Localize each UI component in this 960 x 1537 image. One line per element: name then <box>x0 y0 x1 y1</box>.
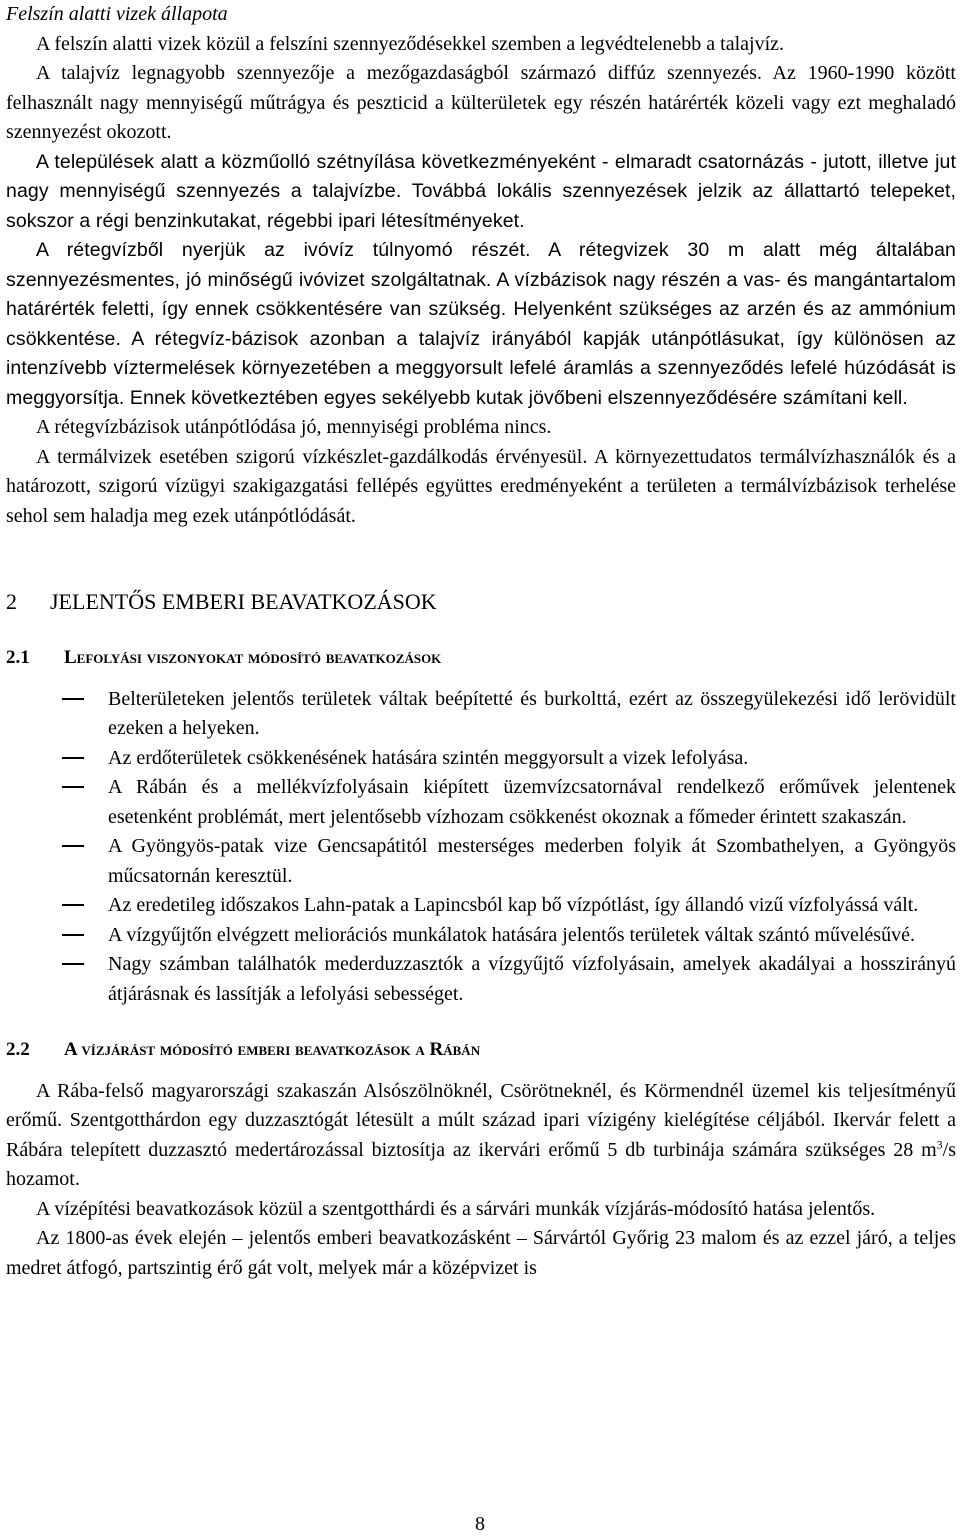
heading-2-2 <box>6 1035 956 1065</box>
paragraph-raba-malmok: Az 1800-as évek elején – jelentős emberi beavatkozásként – Sárvártól Győrig 23 malom és az ezzel járó, a teljes medret átfogó, partszintig érő gát volt, melyek már a középvizet is <box>6 1227 956 1279</box>
heading-2-1-number: 2.1 <box>6 647 30 668</box>
paragraph-raba-vizepites: A vízépítési beavatkozások közül a szentgotthárdi és a sárvári munkák vízjárás-módosító hatása jelentős. <box>36 1197 876 1220</box>
page-number: 8 <box>475 1513 485 1535</box>
paragraph-raba-eromuvek: A Rába-felső magyarországi szakaszán Alsószölnöknél, Csörötneknél, és Körmendnél üzemel kis teljesítményű erőmű. Szentgotthárdon egy duzzasztógát létesült a múlt század ipari vízigény kielégítése céljából. Ikervár felett a Rábára telepített duzzasztó medertározással biztosítja az ikervári erőmű 5 db turbinája számára szükséges 28 $m^3/s$ hozamot. <box>6 1079 956 1190</box>
dash-bullet-icon <box>62 963 84 965</box>
heading-2-1 <box>6 643 956 673</box>
paragraph-diffuz-szennyezes: A talajvíz legnagyobb szennyezője a mezőgazdaságból származó diffúz szennyezés. Az 1960-1990 között felhasznált nagy mennyiségű műtrágya és peszticid a külterületek egy részén határérték közeli vagy ezt meghaladó szennyezést okozott. <box>6 62 956 143</box>
paragraph-utanpotlodas: A rétegvízbázisok utánpótlódása jó, mennyiségi probléma nincs. <box>36 416 552 438</box>
heading-2-1-title: Lefolyási viszonyokat módosító beavatkozások <box>64 647 442 668</box>
dash-bullet-icon <box>62 845 84 847</box>
dash-bullet-icon <box>62 698 84 700</box>
heading-2-number: 2 <box>6 589 17 614</box>
paragraph-retegviz: A rétegvízből nyerjük az ivóvíz túlnyomó részét. A rétegvizek 30 m alatt még általában szennyezésmentes, jó minőségű ivóvizet szolgáltatnak. A vízbázisok nagy részén a vas- és mangántartalom határérték feletti, így ennek csökkentésére van szükség. Helyenként szükséges az arzén és az ammónium csökkentése. A rétegvíz-bázisok azonban a talajvíz irányából kapják utánpótlásukat, így különösen az intenzívebb víztermelések környezetében a meggyorsult lefelé áramlás a szennyeződés lefelé húzódását is meggyorsítja. Ennek következtében egyes sekélyebb kutak jövőbeni elszennyeződésére számítani kell. <box>6 239 956 409</box>
heading-2-2-title: A vízjárást módosító emberi beavatkozások a Rábán <box>64 1039 481 1060</box>
heading-2-title: JELENTŐS EMBERI BEAVATKOZÁSOK <box>50 589 437 614</box>
paragraph-talajviz-intro: A felszín alatti vizek közül a felszíni szennyeződésekkel szemben a legvédtelenebb a talajvíz. <box>36 32 785 55</box>
list-item: Az eredetileg időszakos Lahn-patak a Lapincsból kap bő vízpótlást, így állandó vizű vízfolyássá vált. <box>6 891 956 921</box>
heading-2 <box>6 587 956 617</box>
list-item: A Rábán és a mellékvízfolyásain kiépített üzemvízcsatornával rendelkező erőművek jelentenek esetenként problémát, mert jelentősebb vízhozam csökkenést okoznak a főmeder érintett szakaszán. <box>6 773 956 832</box>
dash-bullet-icon <box>62 934 84 936</box>
paragraph-termalvizek: A termálvizek esetében szigorú vízkészlet-gazdálkodás érvényesül. A környezettudatos termálvízhasználók és a határozott, szigorú vízügyi szakigazgatási fellépés együttes eredményeként a területen a termálvízbázisok terhelése sehol sem haladja meg ezek utánpótlódását. <box>6 445 956 527</box>
dash-bullet-icon <box>62 786 84 788</box>
document-page <box>6 0 956 1283</box>
list-item: Az erdőterületek csökkenésének hatására szintén meggyorsult a vizek lefolyása. <box>6 744 956 774</box>
dash-bullet-icon <box>62 904 84 906</box>
list-item: A vízgyűjtőn elvégzett meliorációs munkálatok hatására jelentős területek váltak szántó művelésűvé. <box>6 921 956 951</box>
list-item: A Gyöngyös-patak vize Gencsapátitól mesterséges mederben folyik át Szombathelyen, a Gyöngyös műcsatornán keresztül. <box>6 832 956 891</box>
list-item: Nagy számban találhatók mederduzzasztók a vízgyűjtő vízfolyásain, amelyek akadályai a hosszirányú átjárásnak és lassítják a lefolyási sebességet. <box>6 950 956 1009</box>
dash-bullet-icon <box>62 757 84 759</box>
heading-2-2-number: 2.2 <box>6 1039 30 1060</box>
intervention-list <box>6 685 956 1010</box>
list-item: Belterületeken jelentős területek váltak beépítetté és burkolttá, ezért az összegyülekezési idő lerövidült ezeken a helyeken. <box>6 685 956 744</box>
paragraph-telepulesek: A települések alatt a közműolló szétnyílása következményeként - elmaradt csatornázás - jutott, illetve jut nagy mennyiségű szennyezés a talajvízbe. Továbbá lokális szennyezések jelzik az állattartó telepeket, sokszor a régi benzinkutakat, régebbi ipari létesítményeket. <box>6 150 956 232</box>
section-title: Felszín alatti vizek állapota <box>6 3 228 25</box>
